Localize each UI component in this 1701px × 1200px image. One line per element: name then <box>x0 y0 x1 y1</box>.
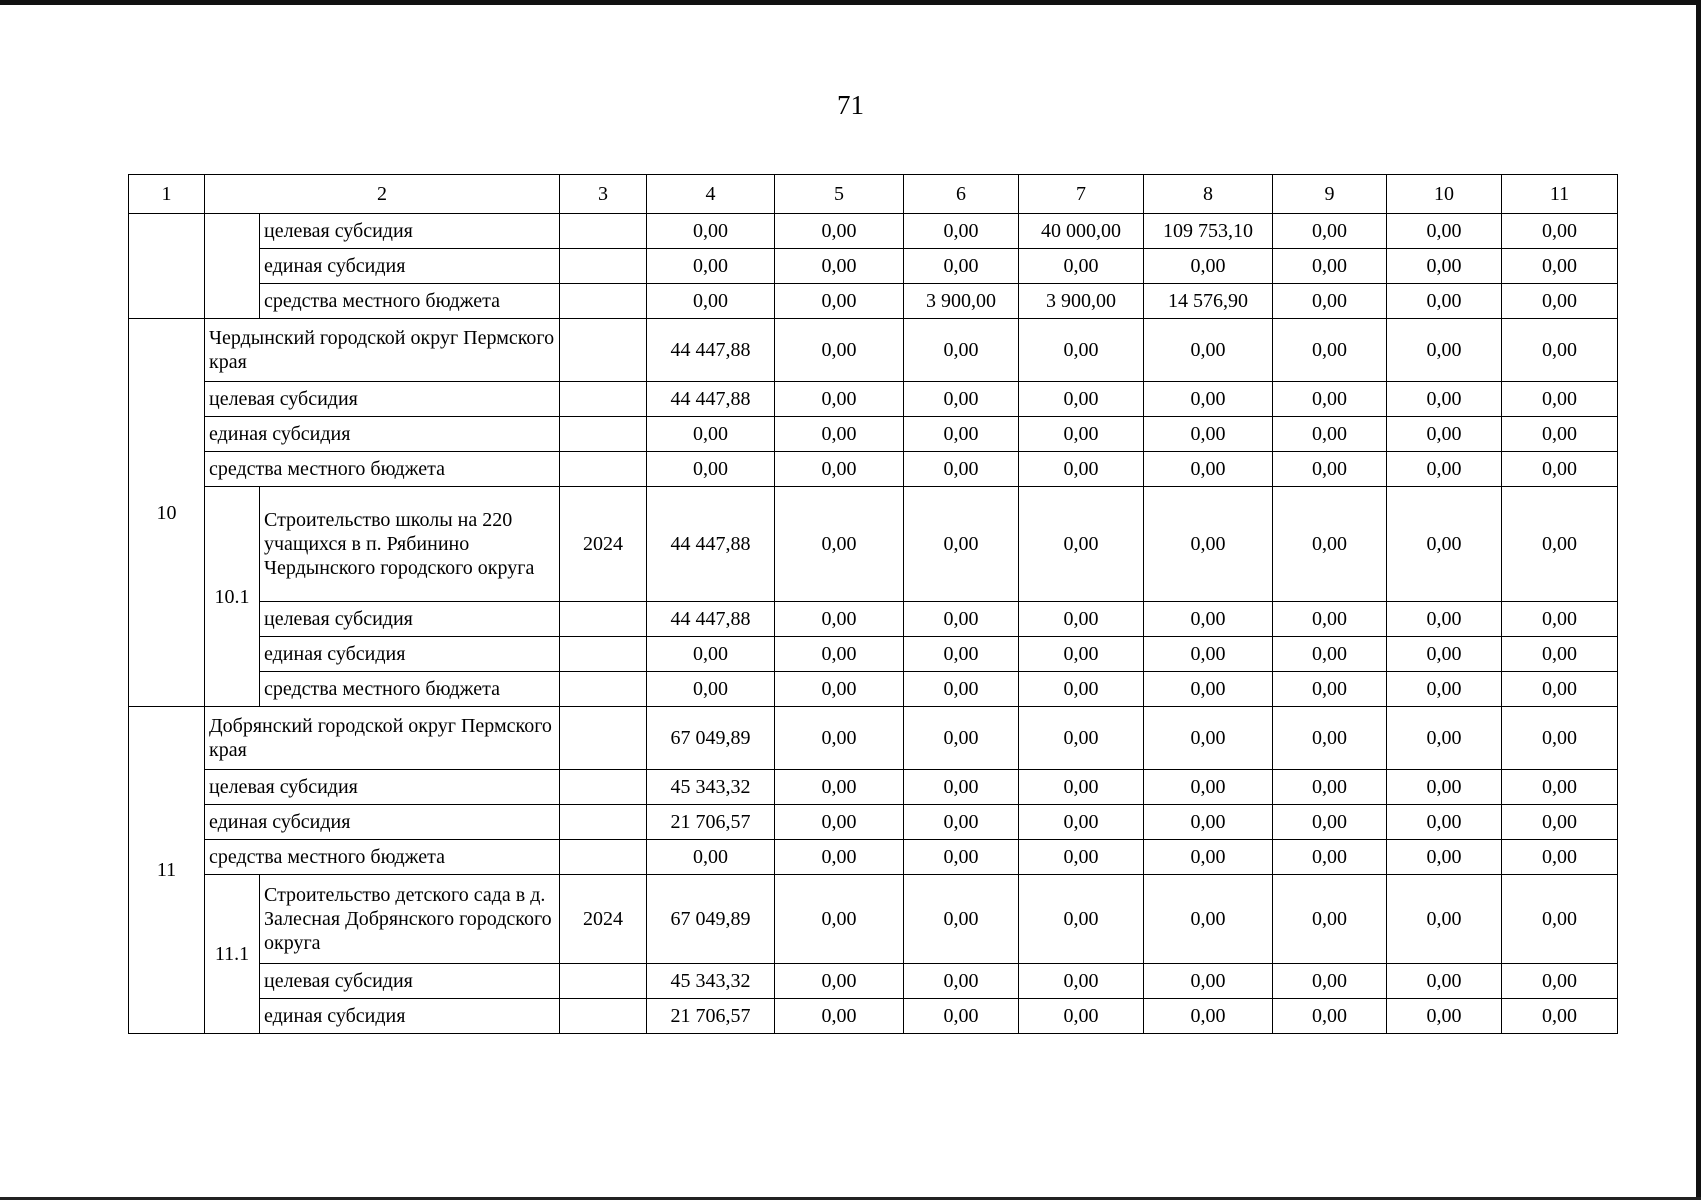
table-row <box>129 214 1618 249</box>
value-cell: 0,00 <box>1144 417 1273 452</box>
value-cell: 0,00 <box>647 249 775 284</box>
value-cell: 0,00 <box>904 382 1019 417</box>
value-cell: 0,00 <box>1144 672 1273 707</box>
year-cell <box>560 382 647 417</box>
value-cell: 67 049,89 <box>647 875 775 964</box>
row-label: целевая субсидия <box>260 214 560 249</box>
value-cell: 0,00 <box>775 214 904 249</box>
value-cell: 0,00 <box>775 319 904 382</box>
header-cell: 4 <box>647 175 775 214</box>
table-row <box>129 999 1618 1034</box>
value-cell: 0,00 <box>1144 840 1273 875</box>
year-cell <box>560 319 647 382</box>
value-cell: 0,00 <box>1387 602 1502 637</box>
value-cell: 14 576,90 <box>1144 284 1273 319</box>
year-cell <box>560 417 647 452</box>
value-cell: 0,00 <box>1273 672 1387 707</box>
header-cell: 1 <box>129 175 205 214</box>
value-cell: 0,00 <box>647 672 775 707</box>
table-row <box>129 840 1618 875</box>
header-row <box>129 175 1618 214</box>
header-cell: 11 <box>1502 175 1618 214</box>
value-cell: 0,00 <box>904 964 1019 999</box>
table-row <box>129 452 1618 487</box>
value-cell: 0,00 <box>1387 707 1502 770</box>
year-cell <box>560 840 647 875</box>
value-cell: 0,00 <box>1387 487 1502 602</box>
row-label: средства местного бюджета <box>205 452 560 487</box>
header-cell: 10 <box>1387 175 1502 214</box>
value-cell: 0,00 <box>1144 319 1273 382</box>
value-cell: 0,00 <box>775 672 904 707</box>
subrow-number-cell <box>205 214 260 319</box>
subsection-number: 11.1 <box>205 875 260 1034</box>
value-cell: 0,00 <box>1502 805 1618 840</box>
table-row <box>129 602 1618 637</box>
value-cell: 0,00 <box>1144 637 1273 672</box>
value-cell: 0,00 <box>1387 249 1502 284</box>
row-label: целевая субсидия <box>205 382 560 417</box>
section-title: Чердынский городской округ Пермского края <box>205 319 560 382</box>
value-cell: 0,00 <box>1144 770 1273 805</box>
value-cell: 0,00 <box>1273 875 1387 964</box>
value-cell: 0,00 <box>647 284 775 319</box>
value-cell: 0,00 <box>904 707 1019 770</box>
value-cell: 0,00 <box>1019 602 1144 637</box>
value-cell: 0,00 <box>1387 284 1502 319</box>
value-cell: 0,00 <box>904 417 1019 452</box>
year-cell <box>560 452 647 487</box>
table-row <box>129 319 1618 382</box>
value-cell: 0,00 <box>1273 805 1387 840</box>
value-cell: 0,00 <box>647 417 775 452</box>
value-cell: 0,00 <box>1387 770 1502 805</box>
table-row <box>129 770 1618 805</box>
row-number-cell <box>129 214 205 319</box>
value-cell: 0,00 <box>775 999 904 1034</box>
value-cell: 0,00 <box>904 452 1019 487</box>
value-cell: 0,00 <box>904 770 1019 805</box>
value-cell: 0,00 <box>775 840 904 875</box>
budget-table <box>128 174 1618 1034</box>
row-label: целевая субсидия <box>260 602 560 637</box>
value-cell: 0,00 <box>904 487 1019 602</box>
row-label: средства местного бюджета <box>260 284 560 319</box>
row-label: единая субсидия <box>260 999 560 1034</box>
value-cell: 0,00 <box>904 999 1019 1034</box>
value-cell: 0,00 <box>904 840 1019 875</box>
value-cell: 0,00 <box>1019 840 1144 875</box>
value-cell: 0,00 <box>1273 382 1387 417</box>
value-cell: 0,00 <box>775 382 904 417</box>
value-cell: 0,00 <box>775 602 904 637</box>
value-cell: 0,00 <box>1019 319 1144 382</box>
value-cell: 0,00 <box>647 840 775 875</box>
value-cell: 0,00 <box>775 875 904 964</box>
value-cell: 0,00 <box>775 770 904 805</box>
value-cell: 44 447,88 <box>647 382 775 417</box>
value-cell: 0,00 <box>1144 875 1273 964</box>
value-cell: 45 343,32 <box>647 770 775 805</box>
value-cell: 0,00 <box>904 602 1019 637</box>
value-cell: 0,00 <box>775 284 904 319</box>
value-cell: 44 447,88 <box>647 602 775 637</box>
scan-edge-right <box>1696 0 1701 1200</box>
value-cell: 0,00 <box>647 214 775 249</box>
value-cell: 0,00 <box>1273 840 1387 875</box>
subsection-title: Строительство школы на 220 учащихся в п. Рябинино Чердынского городского округа <box>260 487 560 602</box>
value-cell: 40 000,00 <box>1019 214 1144 249</box>
value-cell: 21 706,57 <box>647 999 775 1034</box>
value-cell: 0,00 <box>1387 382 1502 417</box>
section-number: 10 <box>129 319 205 707</box>
value-cell: 0,00 <box>1273 602 1387 637</box>
value-cell: 0,00 <box>1019 637 1144 672</box>
value-cell: 0,00 <box>1019 452 1144 487</box>
table-row <box>129 875 1618 964</box>
value-cell: 0,00 <box>1019 999 1144 1034</box>
value-cell: 0,00 <box>1387 805 1502 840</box>
table-row <box>129 637 1618 672</box>
value-cell: 0,00 <box>1502 214 1618 249</box>
value-cell: 0,00 <box>1019 487 1144 602</box>
year-cell <box>560 999 647 1034</box>
value-cell: 0,00 <box>1273 964 1387 999</box>
value-cell: 0,00 <box>1387 417 1502 452</box>
value-cell: 0,00 <box>775 964 904 999</box>
value-cell: 0,00 <box>1502 382 1618 417</box>
value-cell: 0,00 <box>1019 382 1144 417</box>
value-cell: 0,00 <box>904 249 1019 284</box>
value-cell: 0,00 <box>904 319 1019 382</box>
subsection-number: 10.1 <box>205 487 260 707</box>
value-cell: 0,00 <box>1387 637 1502 672</box>
value-cell: 0,00 <box>1144 602 1273 637</box>
year-cell: 2024 <box>560 875 647 964</box>
value-cell: 0,00 <box>1387 214 1502 249</box>
value-cell: 0,00 <box>904 805 1019 840</box>
value-cell: 0,00 <box>1144 382 1273 417</box>
header-cell: 9 <box>1273 175 1387 214</box>
value-cell: 0,00 <box>1502 602 1618 637</box>
row-label: средства местного бюджета <box>260 672 560 707</box>
value-cell: 0,00 <box>647 637 775 672</box>
value-cell: 0,00 <box>1144 707 1273 770</box>
value-cell: 0,00 <box>1273 487 1387 602</box>
row-label: единая субсидия <box>260 249 560 284</box>
section-number: 11 <box>129 707 205 1034</box>
value-cell: 0,00 <box>1387 840 1502 875</box>
value-cell: 0,00 <box>904 637 1019 672</box>
value-cell: 0,00 <box>1502 964 1618 999</box>
value-cell: 0,00 <box>1502 284 1618 319</box>
table-row <box>129 805 1618 840</box>
value-cell: 0,00 <box>1502 452 1618 487</box>
value-cell: 0,00 <box>1502 672 1618 707</box>
value-cell: 0,00 <box>1144 805 1273 840</box>
table-row <box>129 487 1618 602</box>
value-cell: 0,00 <box>1387 964 1502 999</box>
header-cell: 7 <box>1019 175 1144 214</box>
value-cell: 0,00 <box>1273 452 1387 487</box>
value-cell: 0,00 <box>1273 999 1387 1034</box>
value-cell: 0,00 <box>1387 319 1502 382</box>
row-label: единая субсидия <box>260 637 560 672</box>
year-cell <box>560 707 647 770</box>
value-cell: 0,00 <box>1019 707 1144 770</box>
value-cell: 0,00 <box>1502 319 1618 382</box>
header-cell: 6 <box>904 175 1019 214</box>
header-cell: 8 <box>1144 175 1273 214</box>
table-row <box>129 707 1618 770</box>
value-cell: 0,00 <box>1502 840 1618 875</box>
header-cell: 3 <box>560 175 647 214</box>
value-cell: 0,00 <box>775 805 904 840</box>
value-cell: 0,00 <box>1144 964 1273 999</box>
value-cell: 0,00 <box>647 452 775 487</box>
year-cell <box>560 284 647 319</box>
value-cell: 44 447,88 <box>647 487 775 602</box>
value-cell: 0,00 <box>1502 417 1618 452</box>
year-cell <box>560 249 647 284</box>
scan-edge-top <box>0 0 1701 5</box>
value-cell: 67 049,89 <box>647 707 775 770</box>
year-cell <box>560 214 647 249</box>
value-cell: 45 343,32 <box>647 964 775 999</box>
value-cell: 0,00 <box>1502 707 1618 770</box>
value-cell: 0,00 <box>1019 964 1144 999</box>
value-cell: 0,00 <box>1019 770 1144 805</box>
value-cell: 0,00 <box>1387 999 1502 1034</box>
value-cell: 21 706,57 <box>647 805 775 840</box>
header-cell: 5 <box>775 175 904 214</box>
value-cell: 0,00 <box>1273 417 1387 452</box>
value-cell: 3 900,00 <box>1019 284 1144 319</box>
value-cell: 0,00 <box>1019 249 1144 284</box>
year-cell <box>560 805 647 840</box>
value-cell: 0,00 <box>904 875 1019 964</box>
year-cell <box>560 770 647 805</box>
year-cell <box>560 672 647 707</box>
table-row <box>129 964 1618 999</box>
year-cell <box>560 964 647 999</box>
table-row <box>129 284 1618 319</box>
page-number: 71 <box>837 90 864 120</box>
value-cell: 0,00 <box>1273 249 1387 284</box>
year-cell: 2024 <box>560 487 647 602</box>
table-row <box>129 382 1618 417</box>
row-label: целевая субсидия <box>205 770 560 805</box>
row-label: единая субсидия <box>205 417 560 452</box>
value-cell: 0,00 <box>775 249 904 284</box>
value-cell: 0,00 <box>1144 999 1273 1034</box>
year-cell <box>560 602 647 637</box>
value-cell: 0,00 <box>775 707 904 770</box>
value-cell: 0,00 <box>1273 707 1387 770</box>
value-cell: 0,00 <box>904 672 1019 707</box>
value-cell: 3 900,00 <box>904 284 1019 319</box>
value-cell: 0,00 <box>1502 249 1618 284</box>
value-cell: 0,00 <box>1273 637 1387 672</box>
value-cell: 0,00 <box>1144 452 1273 487</box>
year-cell <box>560 637 647 672</box>
header-cell: 2 <box>205 175 560 214</box>
value-cell: 0,00 <box>1387 452 1502 487</box>
section-title: Добрянский городской округ Пермского края <box>205 707 560 770</box>
value-cell: 0,00 <box>1273 284 1387 319</box>
value-cell: 0,00 <box>1273 214 1387 249</box>
row-label: средства местного бюджета <box>205 840 560 875</box>
value-cell: 0,00 <box>1502 999 1618 1034</box>
row-label: единая субсидия <box>205 805 560 840</box>
table-row <box>129 417 1618 452</box>
value-cell: 0,00 <box>1019 672 1144 707</box>
value-cell: 109 753,10 <box>1144 214 1273 249</box>
value-cell: 0,00 <box>1019 805 1144 840</box>
value-cell: 0,00 <box>775 637 904 672</box>
table-row <box>129 672 1618 707</box>
value-cell: 44 447,88 <box>647 319 775 382</box>
value-cell: 0,00 <box>904 214 1019 249</box>
table-row <box>129 249 1618 284</box>
value-cell: 0,00 <box>775 417 904 452</box>
value-cell: 0,00 <box>775 452 904 487</box>
value-cell: 0,00 <box>1502 637 1618 672</box>
value-cell: 0,00 <box>1502 770 1618 805</box>
value-cell: 0,00 <box>1019 417 1144 452</box>
row-label: целевая субсидия <box>260 964 560 999</box>
subsection-title: Строительство детского сада в д. Залесная Добрянского городского округа <box>260 875 560 964</box>
value-cell: 0,00 <box>1387 672 1502 707</box>
value-cell: 0,00 <box>1273 319 1387 382</box>
value-cell: 0,00 <box>775 487 904 602</box>
value-cell: 0,00 <box>1502 875 1618 964</box>
value-cell: 0,00 <box>1273 770 1387 805</box>
value-cell: 0,00 <box>1144 487 1273 602</box>
value-cell: 0,00 <box>1387 875 1502 964</box>
value-cell: 0,00 <box>1019 875 1144 964</box>
value-cell: 0,00 <box>1144 249 1273 284</box>
value-cell: 0,00 <box>1502 487 1618 602</box>
